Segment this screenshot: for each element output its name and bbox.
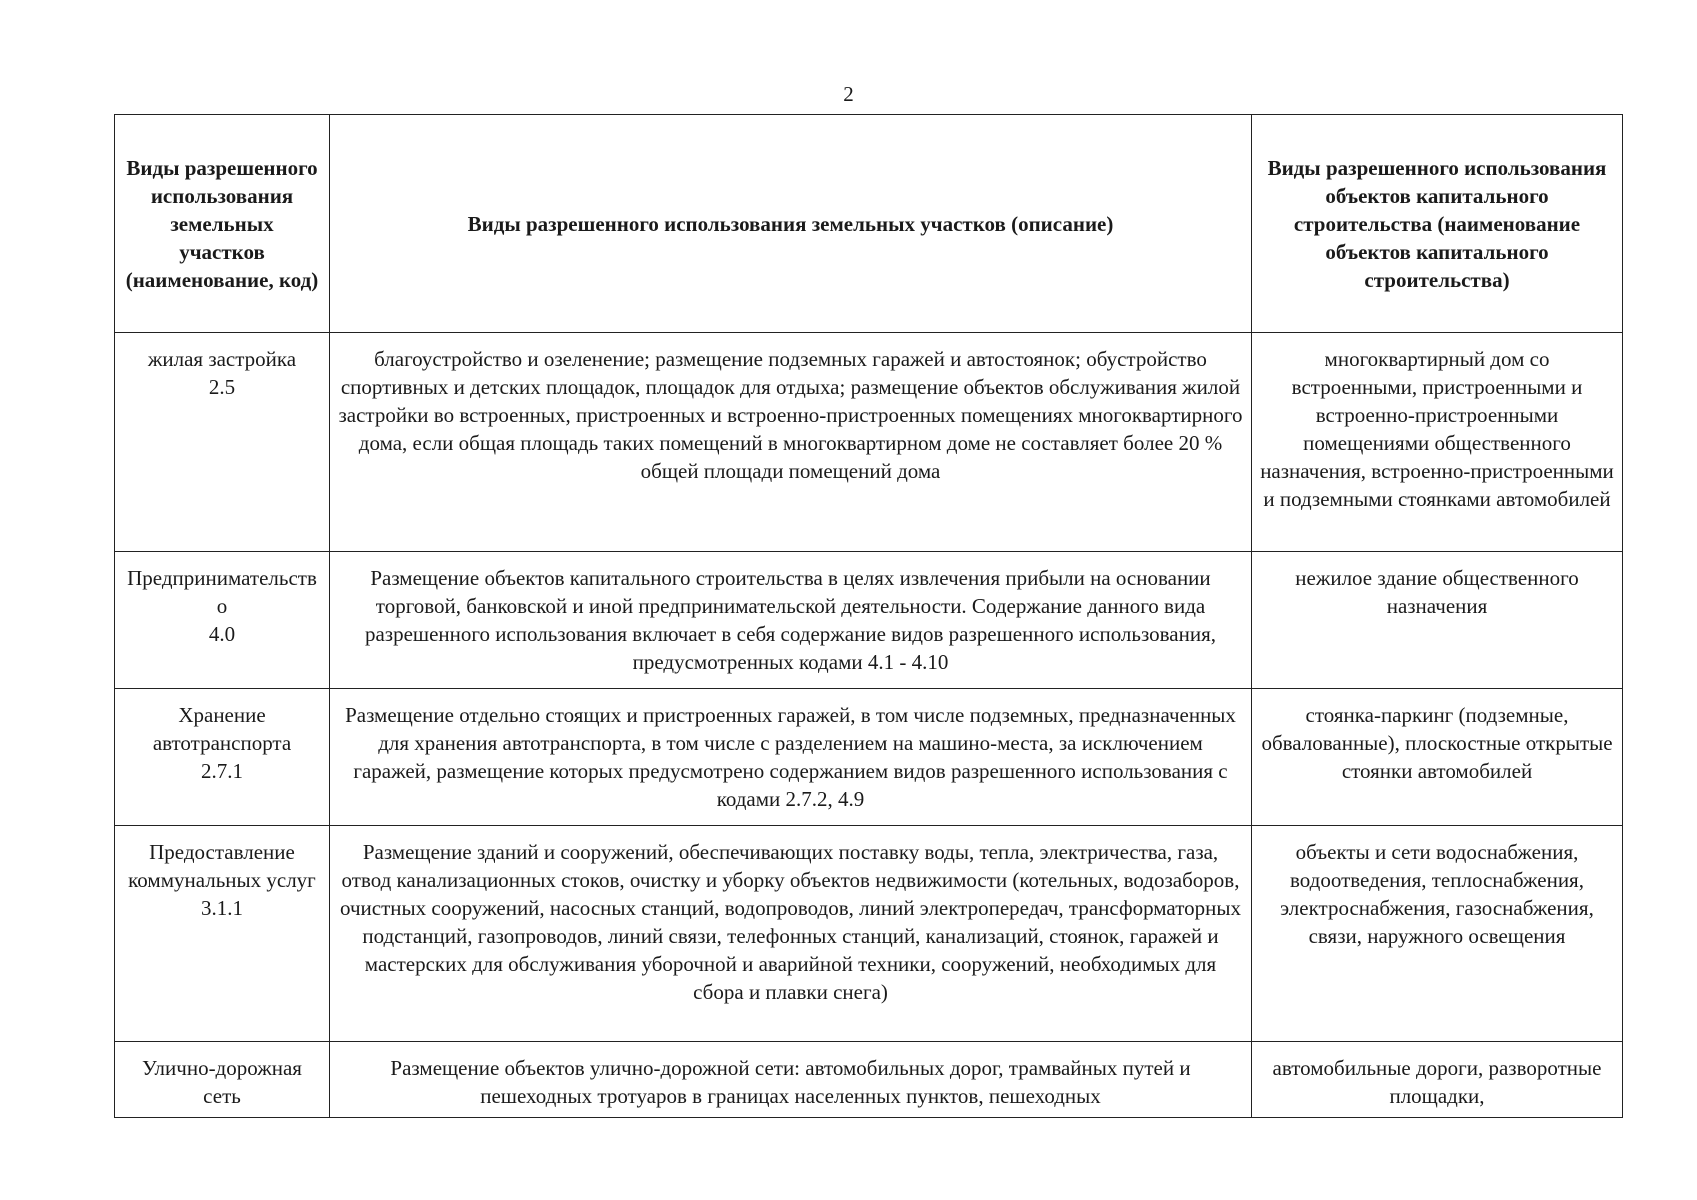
row-code: 2.7.1 [201,759,243,783]
row-description: Размещение отдельно стоящих и пристроенных гаражей, в том числе подземных, предназначенных для хранения автотранспорта, в том числе с разделением на машино-места, за исключением гаражей, размещение которых предусмотрено содержанием видов разрешенного использования с кодами 2.7.2, 4.9 [330,689,1252,826]
row-name: жилая застройка [147,347,297,371]
row-code: 3.1.1 [201,896,243,920]
row-name-cell [115,826,330,1042]
row-name: Предоставление коммунальных услуг [128,840,316,892]
row-description: Размещение зданий и сооружений, обеспечивающих поставку воды, тепла, электричества, газа, отвод канализационных стоков, очистку и уборку объектов недвижимости (котельных, водозаборов, очистных сооружений, насосных станций, водопроводов, линий электропередач, трансформаторных подстанций, газопроводов, линий связи, телефонных станций, канализаций, стоянок, гаражей и мастерских для обслуживания уборочной и аварийной техники, сооружений, необходимых для сбора и плавки снега) [330,826,1252,1042]
row-objects: автомобильные дороги, разворотные площадки, [1252,1042,1623,1118]
row-description: благоустройство и озеленение; размещение подземных гаражей и автостоянок; обустройство спортивных и детских площадок, площадок для отдыха; размещение объектов обслуживания жилой застройки во встроенных, пристроенных и встроенно-пристроенных помещениях многоквартирного дома, если общая площадь таких помещений в многоквартирном доме не составляет более 20 % общей площади помещений дома [330,333,1252,552]
table-row [115,333,1623,552]
row-name-cell [115,333,330,552]
row-name: Хранение автотранспорта [152,703,292,755]
row-name: Улично-дорожная сеть [142,1056,302,1108]
table-header-row [115,115,1623,333]
table-row [115,552,1623,689]
page-number: 2 [843,82,854,106]
row-objects: объекты и сети водоснабжения, водоотведения, теплоснабжения, электроснабжения, газоснабжения, связи, наружного освещения [1252,826,1623,1042]
row-description: Размещение объектов капитального строительства в целях извлечения прибыли на основании торговой, банковской и иной предпринимательской деятельности. Содержание данного вида разрешенного использования включает в себя содержание видов разрешенного использования, предусмотренных кодами 4.1 - 4.10 [330,552,1252,689]
land-use-table [114,114,1623,1118]
row-description: Размещение объектов улично-дорожной сети: автомобильных дорог, трамвайных путей и пешеходных тротуаров в границах населенных пунктов, пешеходных [330,1042,1252,1118]
row-name-cell [115,689,330,826]
row-code: 4.0 [208,622,236,646]
row-code: 2.5 [208,375,236,399]
header-land-use-description: Виды разрешенного использования земельных участков (описание) [330,115,1252,333]
header-land-use-name-code: Виды разрешенного использования земельных участков (наименование, код) [115,115,330,333]
row-objects: стоянка-паркинг (подземные, обвалованные), плоскостные открытые стоянки автомобилей [1252,689,1623,826]
row-name: Предпринимательство [127,566,317,618]
table-row [115,689,1623,826]
row-objects: многоквартирный дом со встроенными, пристроенными и встроенно-пристроенными помещениями общественного назначения, встроенно-пристроенными и подземными стоянками автомобилей [1252,333,1623,552]
table-row [115,1042,1623,1118]
header-capital-objects: Виды разрешенного использования объектов капитального строительства (наименование объектов капитального строительства) [1252,115,1623,333]
table-row [115,826,1623,1042]
row-objects: нежилое здание общественного назначения [1252,552,1623,689]
row-name-cell [115,552,330,689]
row-name-cell [115,1042,330,1118]
